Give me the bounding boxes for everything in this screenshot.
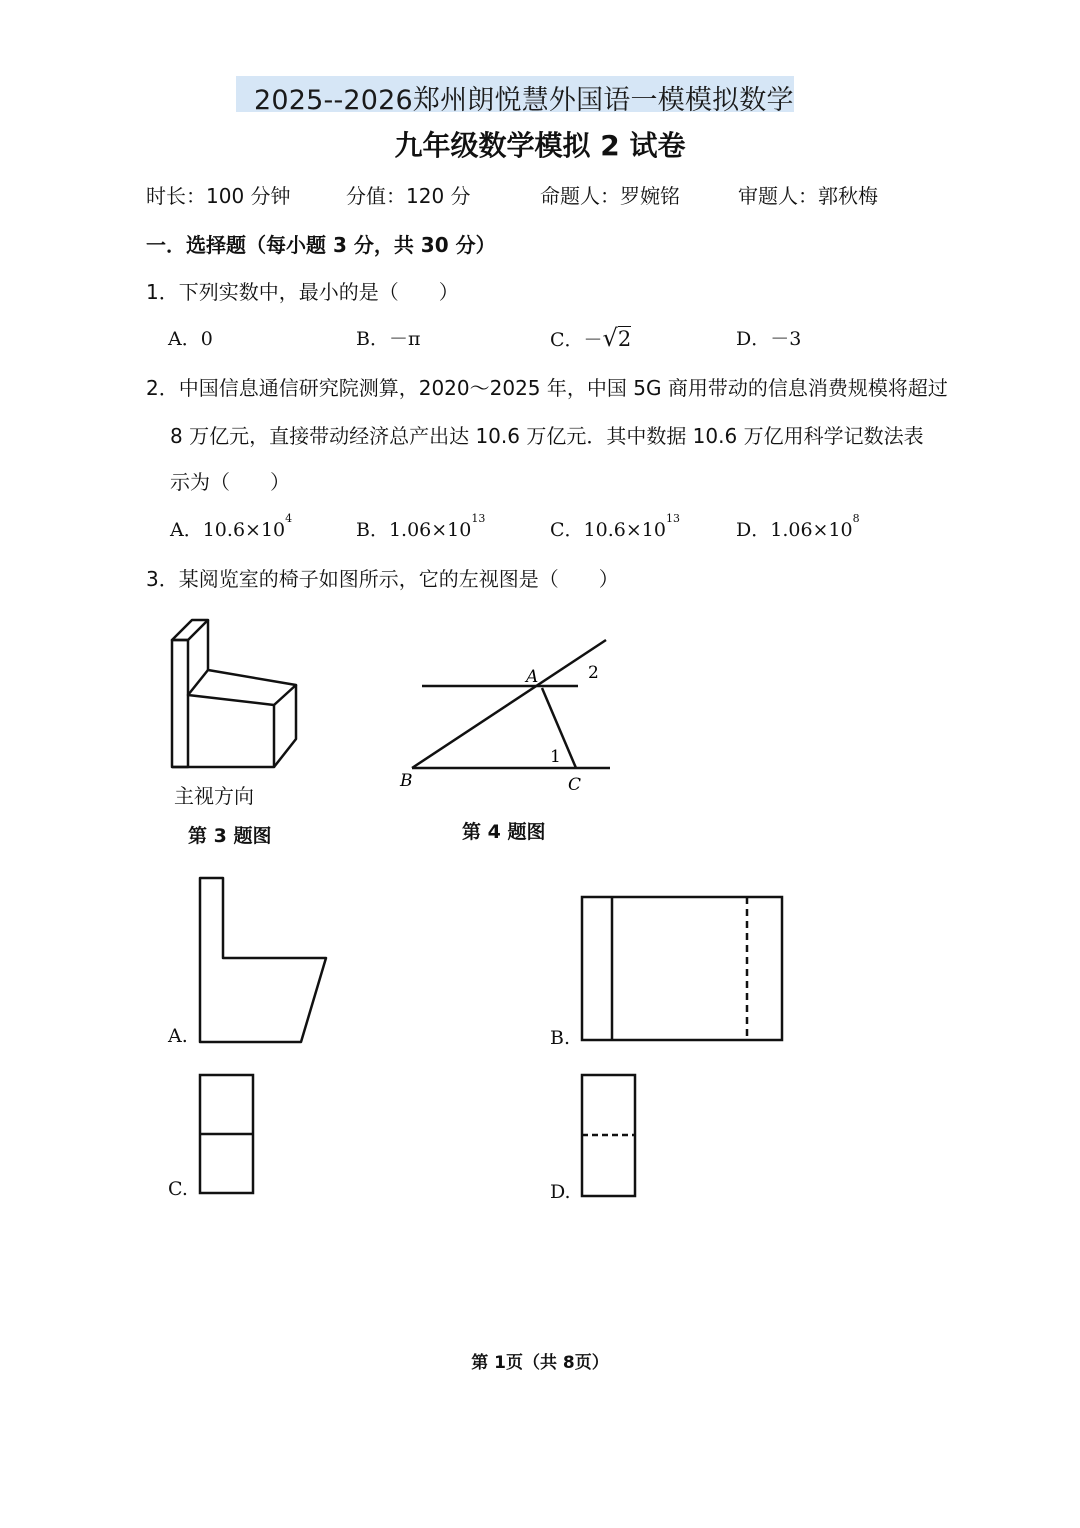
q3-option-a-label: A. bbox=[168, 1025, 188, 1047]
q2-option-a: A．$10.6\times 10^4$ bbox=[170, 512, 293, 541]
page-footer: 第 1页（共 8页） bbox=[471, 1353, 609, 1373]
q3-option-c-figure bbox=[194, 1070, 264, 1200]
info-duration: 时长：100 分钟 bbox=[146, 184, 291, 208]
q3-option-c-label: C. bbox=[168, 1178, 188, 1200]
angle-label-2: 2 bbox=[588, 663, 599, 683]
q3-chair-figure bbox=[160, 605, 310, 775]
q1-option-d: D．－3 bbox=[736, 328, 802, 350]
exam-title: 九年级数学模拟 2 试卷 bbox=[394, 129, 686, 162]
q1-option-a: A．0 bbox=[168, 328, 213, 350]
q3-option-d-figure bbox=[576, 1070, 646, 1202]
q3-option-a-figure bbox=[190, 875, 340, 1047]
q2-option-b: B．$1.06\times 10^{13}$ bbox=[356, 512, 486, 541]
question-2-line1: 2．中国信息通信研究院测算，2020～2025 年，中国 5G 商用带动的信息消费规模将超过 bbox=[146, 376, 948, 400]
q3-option-d-label: D. bbox=[550, 1181, 571, 1203]
question-1-stem: 1．下列实数中，最小的是（ ） bbox=[146, 280, 459, 304]
angle-label-1: 1 bbox=[550, 747, 561, 767]
line-ba-extended bbox=[412, 640, 606, 768]
q4-figure-caption: 第 4 题图 bbox=[462, 821, 546, 843]
q3-view-direction-label: 主视方向 bbox=[174, 784, 254, 808]
point-label-c: C bbox=[568, 775, 582, 795]
info-author: 命题人：罗婉铭 bbox=[540, 184, 680, 208]
question-3-stem: 3．某阅览室的椅子如图所示，它的左视图是（ ） bbox=[146, 567, 619, 591]
question-2-line2: 8 万亿元，直接带动经济总产出达 10.6 万亿元．其中数据 10.6 万亿用科学记数法表 bbox=[170, 424, 924, 448]
q2-option-c: C．$10.6\times 10^{13}$ bbox=[550, 512, 680, 541]
sqrt-symbol: √ bbox=[602, 324, 618, 352]
point-label-b: B bbox=[400, 771, 413, 791]
q1-option-c bbox=[550, 324, 631, 352]
info-score: 分值：120 分 bbox=[346, 184, 471, 208]
section-heading: 一．选择题（每小题 3 分，共 30 分） bbox=[146, 233, 496, 257]
q4-geometry-figure bbox=[400, 630, 640, 795]
q1-option-c-radicand: 2 bbox=[617, 327, 632, 351]
info-reviewer: 审题人：郭秋梅 bbox=[738, 184, 878, 208]
q1-option-c-prefix: C．－ bbox=[550, 329, 603, 351]
header-banner-text: 2025--2026郑州朗悦慧外国语一模模拟数学 bbox=[254, 85, 794, 116]
q3-figure-caption: 第 3 题图 bbox=[188, 825, 272, 847]
point-label-a: A bbox=[526, 667, 539, 687]
question-2-line3: 示为（ ） bbox=[170, 470, 290, 494]
q3-option-b-figure bbox=[575, 893, 790, 1048]
q2-option-d: D．$1.06\times 10^8$ bbox=[736, 512, 860, 541]
q3-option-b-label: B. bbox=[550, 1027, 571, 1049]
q1-option-b: B．－π bbox=[356, 328, 421, 350]
